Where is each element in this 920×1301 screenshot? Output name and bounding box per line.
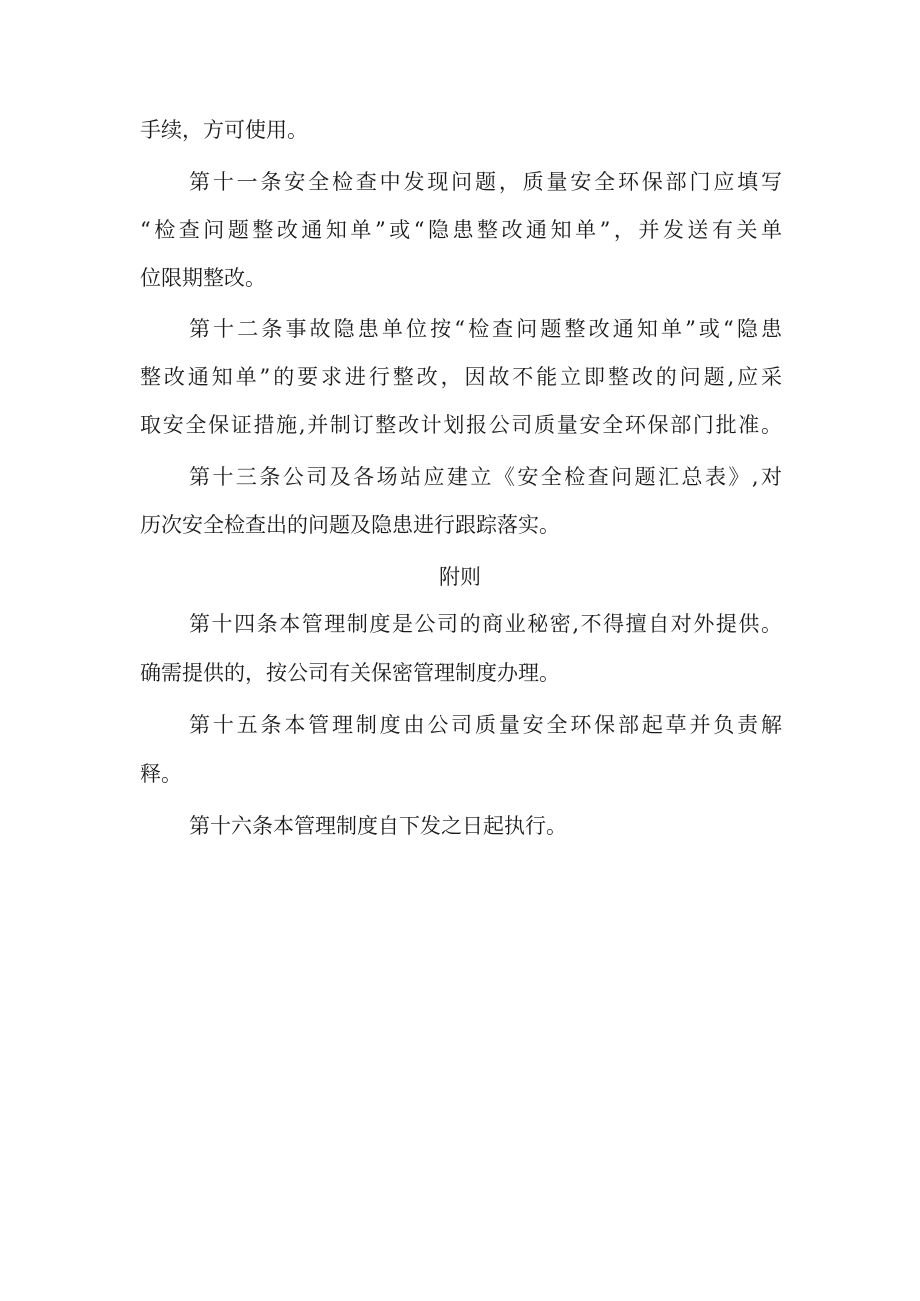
paragraph-line: 第十二条事故隐患单位按“检查问题整改通知单”或“隐患 <box>189 317 782 341</box>
paragraph-line: 第十五条本管理制度由公司质量安全环保部起草并负责解 <box>189 713 782 737</box>
paragraph-line: 第十六条本管理制度自下发之日起执行。 <box>189 814 567 838</box>
paragraph-line: 手续，方可使用。 <box>140 118 308 142</box>
paragraph-line: 位限期整改。 <box>140 266 266 290</box>
paragraph-line: 第十三条公司及各场站应建立《安全检查问题汇总表》,对 <box>189 465 782 489</box>
paragraph-line: 取安全保证措施,并制订整改计划报公司质量安全环保部门批准。 <box>140 413 782 437</box>
paragraph-line: 释。 <box>140 762 182 786</box>
paragraph-line: “检查问题整改通知单”或“隐患整改通知单”，并发送有关单 <box>140 218 782 242</box>
paragraph-line: 第十一条安全检查中发现问题，质量安全环保部门应填写 <box>189 170 782 194</box>
paragraph-line: 第十四条本管理制度是公司的商业秘密,不得擅自对外提供。 <box>189 612 782 636</box>
section-heading: 附则 <box>439 565 481 589</box>
paragraph-line: 确需提供的，按公司有关保密管理制度办理。 <box>140 661 560 685</box>
paragraph-line: 历次安全检查出的问题及隐患进行跟踪落实。 <box>140 513 560 537</box>
paragraph-line: 整改通知单”的要求进行整改，因故不能立即整改的问题,应采 <box>140 365 782 389</box>
